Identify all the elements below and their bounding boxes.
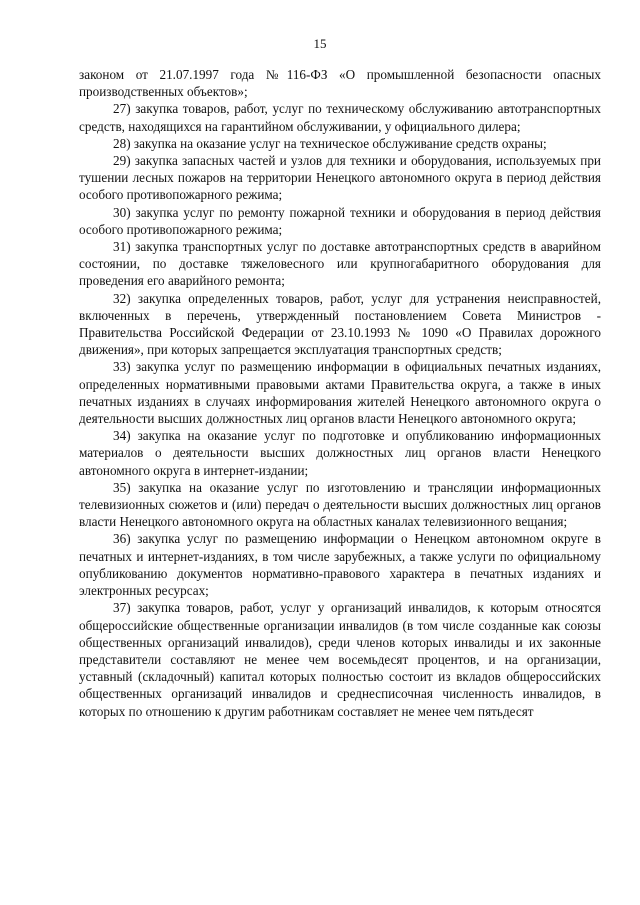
- paragraph-item-29: 29) закупка запасных частей и узлов для техники и оборудования, используемых при тушении лесных пожаров на территории Ненецкого автономного округа в период действия особого противопожарного режима;: [79, 153, 601, 203]
- paragraph-item-27: 27) закупка товаров, работ, услуг по техническому обслуживанию автотранспортных средств, находящихся на гарантийном обслуживании, у официального дилера;: [79, 101, 601, 134]
- paragraph-item-32: 32) закупка определенных товаров, работ, услуг для устранения неисправностей, включенных в перечень, утвержденный постановлением Совета Министров - Правительства Российской Федерации от 23.10.1993 № 1090 «О Правилах дорожного движения», при которых запрещается эксплуатация транспортных средств;: [79, 290, 601, 358]
- paragraph-item-30: 30) закупка услуг по ремонту пожарной техники и оборудования в период действия особого противопожарного режима;: [79, 204, 601, 237]
- paragraph-item-37: 37) закупка товаров, работ, услуг у организаций инвалидов, к которым относятся общероссийские общественные организации инвалидов (в том числе созданные как союзы общественных организаций инвалидов), среди членов которых инвалиды и их законные представители составляют не менее чем восемьдесят процентов, и на организации, уставный (складочный) капитал которых полностью состоит из вкладов общероссийских общественных организаций инвалидов и среднесписочная численность инвалидов, в которых по отношению к другим работникам составляет не менее чем пятьдесят: [79, 600, 601, 719]
- paragraph-item-36: 36) закупка услуг по размещению информации о Ненецком автономном округе в печатных и интернет-изданиях, в том числе зарубежных, а также услуги по официальному опубликованию документов нормативно-правового характера в печатных изданиях и электронных ресурсах;: [79, 531, 601, 599]
- paragraph-item-33: 33) закупка услуг по размещению информации в официальных печатных изданиях, определенных нормативными правовыми актами Правительства округа, а также в иных печатных изданиях в случаях информирования жителей Ненецкого автономного округа о деятельности высших должностных лиц органов власти Ненецкого автономного округа;: [79, 359, 601, 427]
- paragraph-continuation: законом от 21.07.1997 года №116-ФЗ «О промышленной безопасности опасных производственных объектов»;: [79, 67, 601, 100]
- document-body: [79, 66, 601, 720]
- paragraph-item-34: 34) закупка на оказание услуг по подготовке и опубликованию информационных материалов о деятельности высших должностных лиц органов власти Ненецкого автономного округа в интернет-издании;: [79, 428, 601, 478]
- paragraph-item-35: 35) закупка на оказание услуг по изготовлению и трансляции информационных телевизионных сюжетов и (или) передач о деятельности высших должностных лиц органов власти Ненецкого автономного округа на областных каналах телевизионного вещания;: [79, 479, 601, 530]
- paragraph-item-31: 31) закупка транспортных услуг по доставке автотранспортных средств в аварийном состоянии, по доставке тяжеловесного или крупногабаритного оборудования для проведения его аварийного ремонта;: [79, 239, 601, 289]
- paragraph-item-28: 28) закупка на оказание услуг на техническое обслуживание средств охраны;: [113, 135, 547, 151]
- page-number: 15: [313, 36, 327, 51]
